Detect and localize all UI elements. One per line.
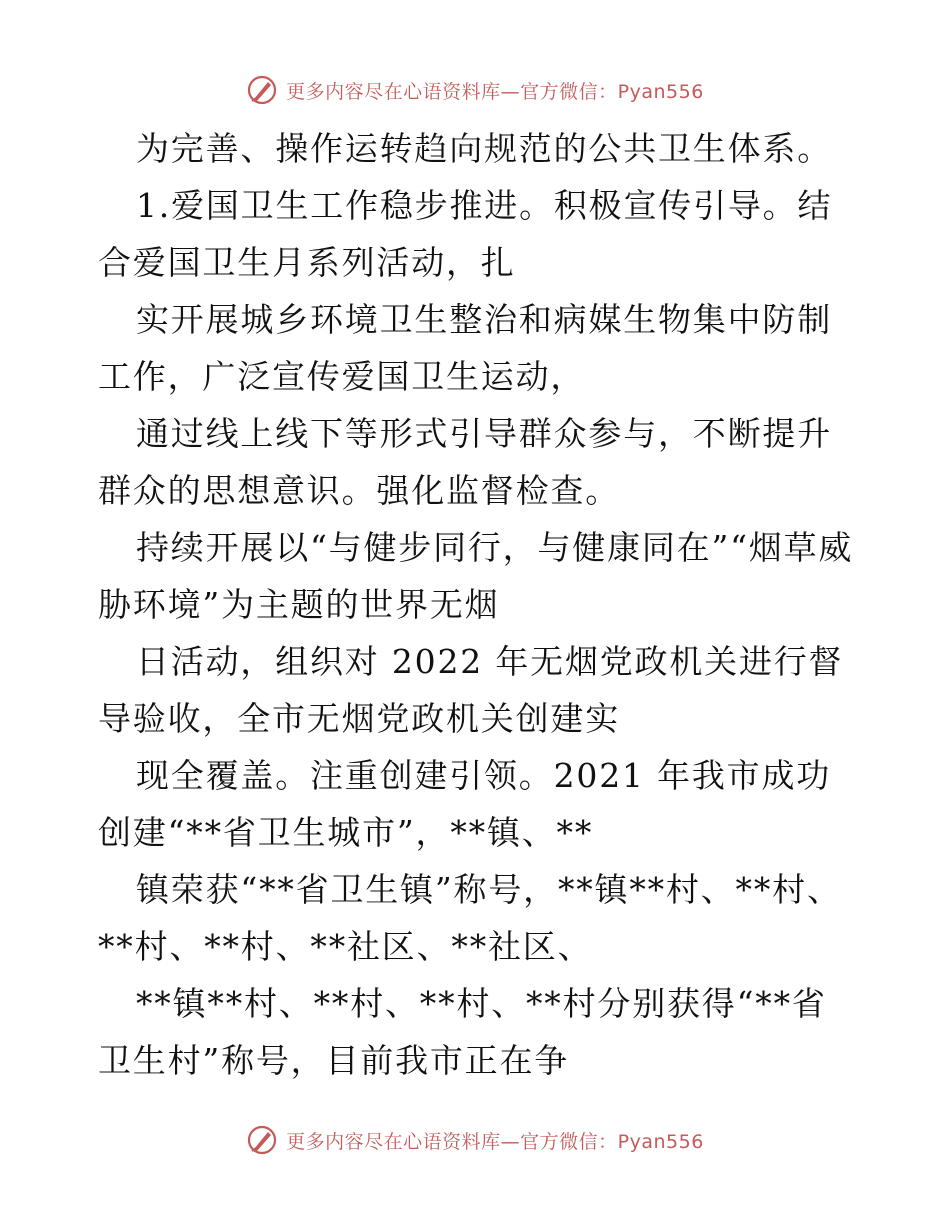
paragraph-7: 现全覆盖。注重创建引领。2021 年我市成功创建“**省卫生城市”，**镇、** <box>98 756 832 852</box>
document-body <box>98 120 858 1089</box>
paragraph-8: 镇荣获“**省卫生镇”称号，**镇**村、**村、**村、**村、**社区、**社区、 <box>98 870 842 966</box>
quill-pen-logo-icon <box>246 1124 278 1156</box>
paragraph-4: 通过线上线下等形式引导群众参与，不断提升群众的思想意识。强化监督检查。 <box>98 414 832 510</box>
header-watermark <box>0 72 950 108</box>
quill-pen-logo-icon <box>246 74 278 106</box>
paragraph-2: 1.爱国卫生工作稳步推进。积极宣传引导。结合爱国卫生月系列活动，扎 <box>98 186 833 282</box>
watermark-text: 更多内容尽在心语资料库—官方微信：Pyan556 <box>286 1130 704 1153</box>
paragraph-5: 持续开展以“与健步同行，与健康同在”“烟草威胁环境”为主题的世界无烟 <box>98 528 854 624</box>
footer-watermark <box>0 1122 950 1158</box>
paragraph-1: 为完善、操作运转趋向规范的公共卫生体系。 <box>136 129 832 168</box>
paragraph-3: 实开展城乡环境卫生整治和病媒生物集中防制工作，广泛宣传爱国卫生运动， <box>98 300 832 396</box>
paragraph-6: 日活动，组织对 2022 年无烟党政机关进行督导验收，全市无烟党政机关创建实 <box>98 642 844 738</box>
watermark-text: 更多内容尽在心语资料库—官方微信：Pyan556 <box>286 80 704 103</box>
paragraph-9: **镇**村、**村、**村、**村分别获得“**省卫生村”称号，目前我市正在争 <box>98 984 827 1080</box>
